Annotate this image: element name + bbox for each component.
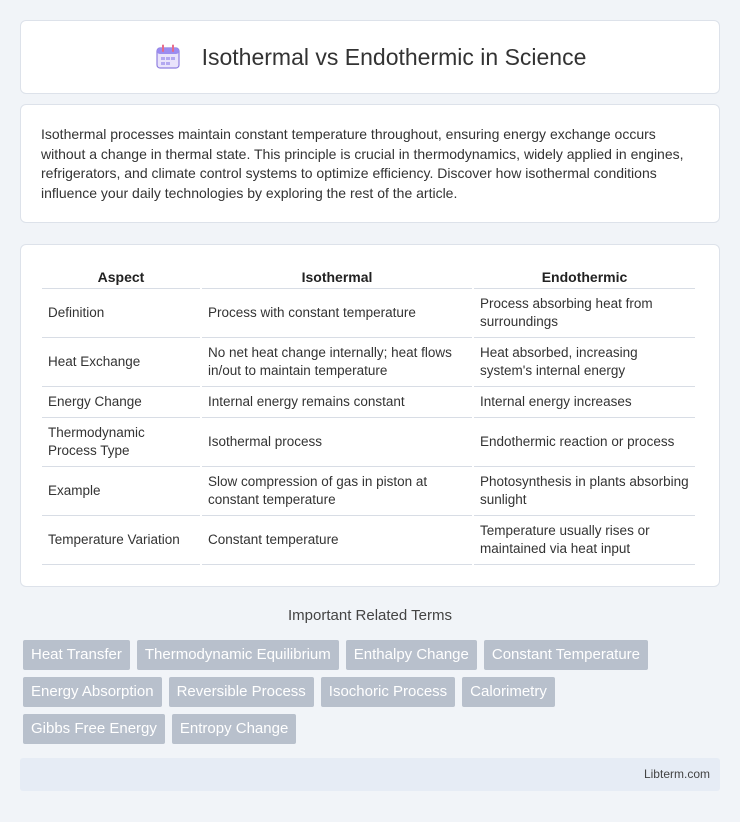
page-title: Isothermal vs Endothermic in Science — [201, 43, 587, 70]
table-cell: Slow compression of gas in piston at constant temperature — [202, 467, 472, 516]
tag-calorimetry[interactable]: Calorimetry — [462, 677, 555, 707]
comparison-table-card — [20, 244, 720, 587]
table-row — [42, 338, 695, 387]
table-cell: Isothermal process — [202, 418, 472, 467]
table-header-row — [42, 265, 695, 289]
tag-thermodynamic-equilibrium[interactable]: Thermodynamic Equilibrium — [137, 640, 339, 670]
table-row — [42, 387, 695, 418]
table-cell: Energy Change — [42, 387, 200, 418]
table-cell: Thermodynamic Process Type — [42, 418, 200, 467]
table-row — [42, 467, 695, 516]
table-cell: Heat Exchange — [42, 338, 200, 387]
column-header: Endothermic — [474, 265, 695, 289]
intro-card — [20, 104, 720, 223]
tag-reversible-process[interactable]: Reversible Process — [169, 677, 314, 707]
calendar-icon — [154, 43, 182, 71]
table-cell: Internal energy remains constant — [202, 387, 472, 418]
table-cell: Endothermic reaction or process — [474, 418, 695, 467]
table-cell: Process with constant temperature — [202, 289, 472, 338]
column-header: Isothermal — [202, 265, 472, 289]
table-cell: Temperature Variation — [42, 516, 200, 565]
tag-constant-temperature[interactable]: Constant Temperature — [484, 640, 648, 670]
tag-isochoric-process[interactable]: Isochoric Process — [321, 677, 455, 707]
comparison-table — [40, 265, 697, 565]
title-card — [20, 20, 720, 94]
table-row — [42, 289, 695, 338]
table-row — [42, 418, 695, 467]
intro-text: Isothermal processes maintain constant temperature throughout, ensuring energy exchange occurs without a change in thermal state. This principle is crucial in thermodynamics, widely applied in engines, refrigerators, and climate control systems to optimize efficiency. Discover how isothermal conditions influence your daily technologies by exploring the rest of the article. — [41, 126, 684, 201]
table-cell: Internal energy increases — [474, 387, 695, 418]
footer-brand-link[interactable]: Libterm.com — [643, 767, 710, 781]
table-cell: Definition — [42, 289, 200, 338]
table-cell: Constant temperature — [202, 516, 472, 565]
related-terms-list — [23, 640, 723, 751]
related-terms-heading: Important Related Terms — [288, 607, 452, 624]
footer — [20, 758, 720, 791]
table-cell: Process absorbing heat from surroundings — [474, 289, 695, 338]
tag-heat-transfer[interactable]: Heat Transfer — [23, 640, 130, 670]
table-cell: Example — [42, 467, 200, 516]
table-cell: Heat absorbed, increasing system's internal energy — [474, 338, 695, 387]
tag-energy-absorption[interactable]: Energy Absorption — [23, 677, 162, 707]
tag-entropy-change[interactable]: Entropy Change — [172, 714, 296, 744]
table-cell: Photosynthesis in plants absorbing sunlight — [474, 467, 695, 516]
tag-gibbs-free-energy[interactable]: Gibbs Free Energy — [23, 714, 165, 744]
table-cell: No net heat change internally; heat flows in/out to maintain temperature — [202, 338, 472, 387]
tag-enthalpy-change[interactable]: Enthalpy Change — [346, 640, 477, 670]
column-header: Aspect — [42, 265, 200, 289]
table-row — [42, 516, 695, 565]
table-cell: Temperature usually rises or maintained via heat input — [474, 516, 695, 565]
